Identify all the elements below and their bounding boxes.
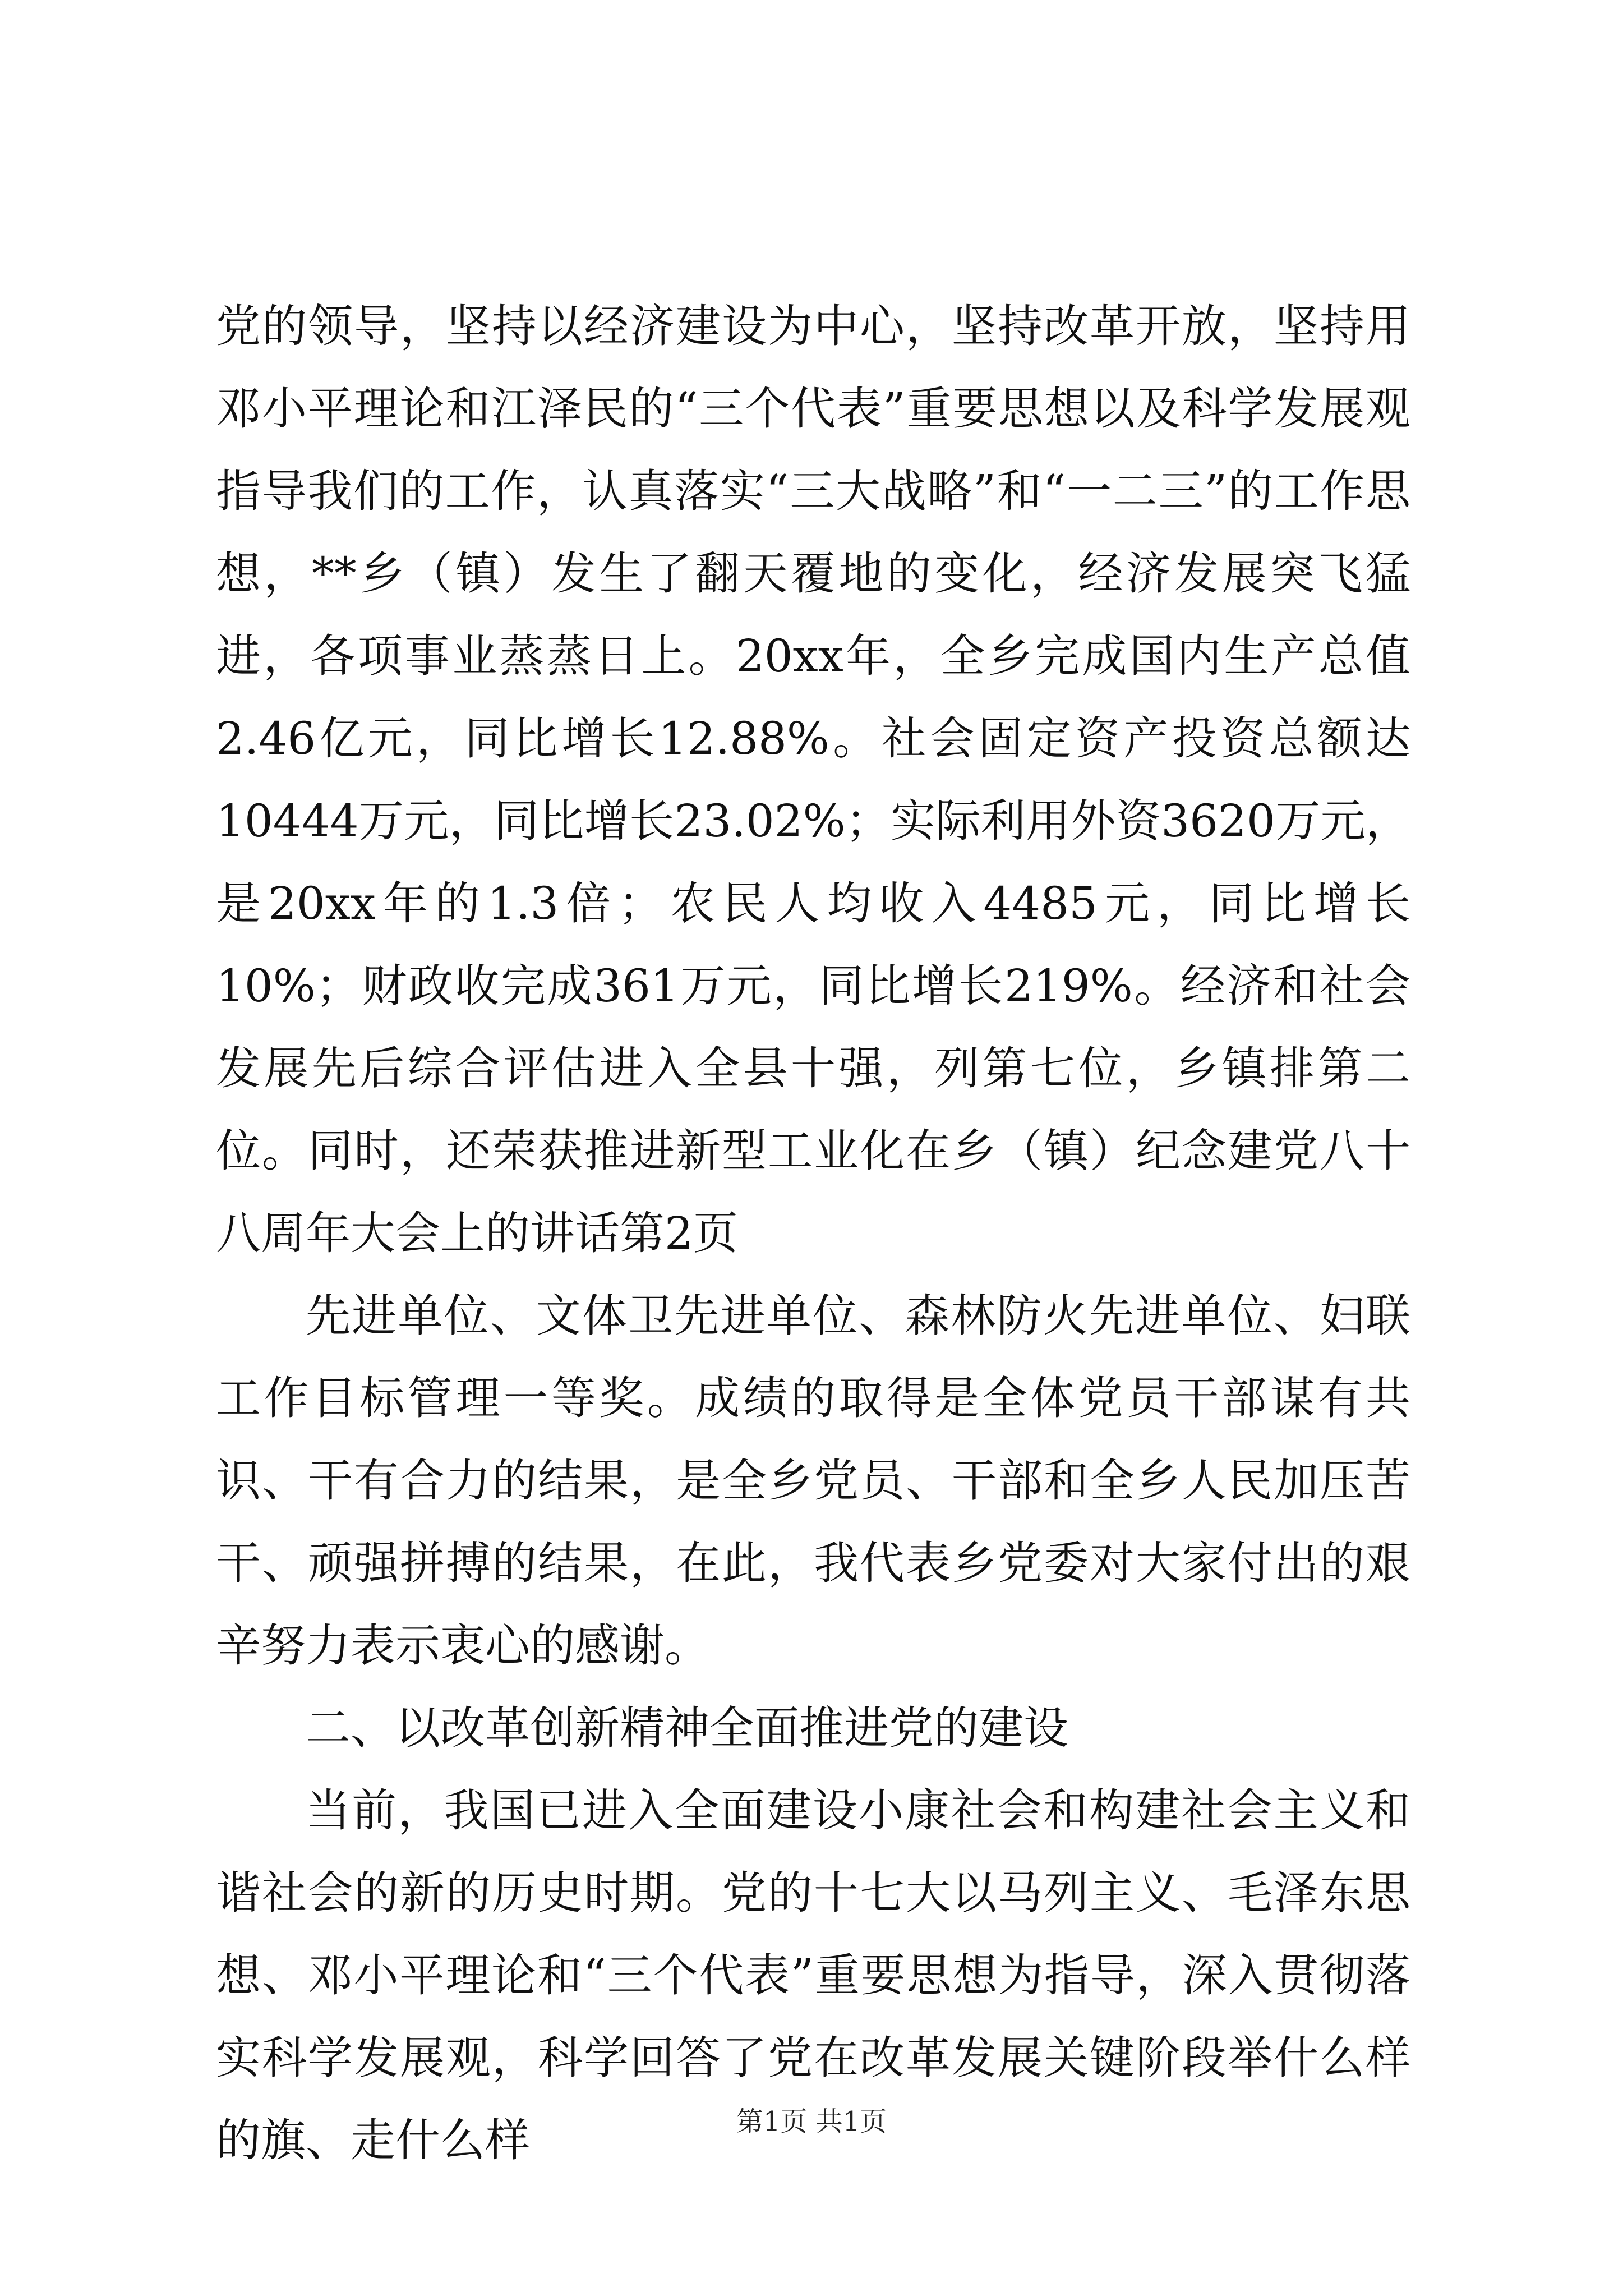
paragraph-3: 当前，我国已进入全面建设小康社会和构建社会主义和谐社会的新的历史时期。党的十七大以马列主义、毛泽东思想、邓小平理论和“三个代表”重要思想为指导，深入贯彻落实科学发展观，科学回答了党在改革发展关键阶段举什么样的旗、走什么样 (216, 1784, 1410, 2166)
paragraph-1: 党的领导，坚持以经济建设为中心，坚持改革开放，坚持用邓小平理论和江泽民的“三个代表”重要思想以及科学发展观指导我们的工作，认真落实“三大战略”和“一二三”的工作思想，**乡（镇）发生了翻天覆地的变化，经济发展突飞猛进，各项事业蒸蒸日上。20xx年，全乡完成国内生产总值2.46亿元，同比增长12.88%。社会固定资产投资总额达10444万元，同比增长23.02%；实际利用外资3620万元，是20xx年的1.3倍；农民人均收入4485元，同比增长10%；财政收完成361万元，同比增长219%。经济和社会发展先后综合评估进入全县十强，列第七位，乡镇排第二位。同时，还荣获推进新型工业化在乡（镇）纪念建党八十八周年大会上的讲话第2页 (216, 300, 1410, 1259)
document-body (216, 285, 1410, 2182)
paragraph-2: 先进单位、文体卫先进单位、森林防火先进单位、妇联工作目标管理一等奖。成绩的取得是全体党员干部谋有共识、干有合力的结果，是全乡党员、干部和全乡人民加压苦干、顽强拼搏的结果，在此，我代表乡党委对大家付出的艰辛努力表示衷心的感谢。 (216, 1290, 1410, 1672)
page-footer: 第1页 共1页 (736, 2106, 887, 2137)
section-heading: 二、以改革创新精神全面推进党的建设 (306, 1702, 1068, 1754)
